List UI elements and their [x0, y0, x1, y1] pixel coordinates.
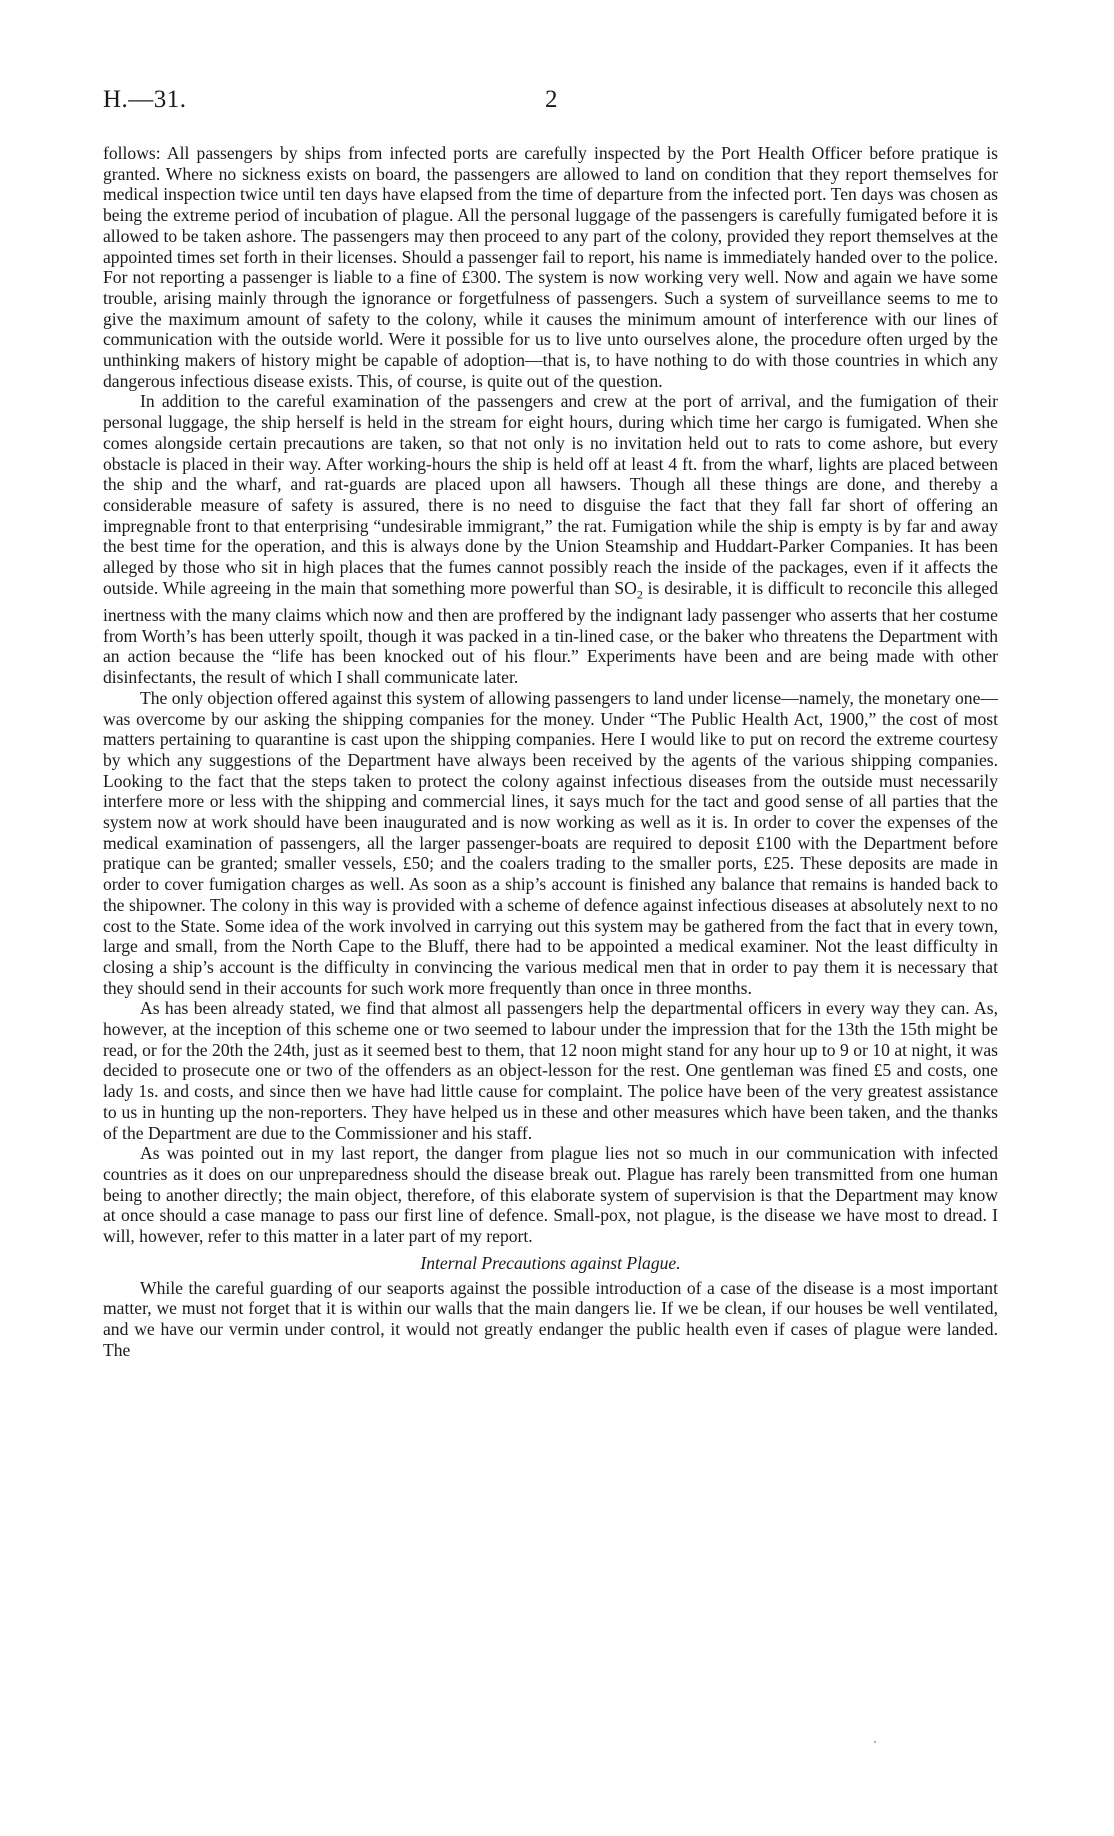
- so2-subscript: 2: [636, 587, 643, 602]
- page-header: [103, 86, 1011, 120]
- paragraph-ship-fumigation-part-1: In addition to the careful examination of the passengers and crew at the port of arrival, and the fumigation of their personal luggage, the ship herself is held in the stream for eight hours, during which time her cargo is fumigated. When she comes alongside certain precautions are taken, so that not only is no invitation held out to rats to come ashore, but every obstacle is placed in their way. After working-hours the ship is held off at least 4 ft. from the wharf, lights are placed between the ship and the wharf, and rat-guards are placed upon all hawsers. Though all these things are done, and thereby a considerable measure of safety is assured, there is no need to disguise the fact that they fall far short of offering an impregnable front to that enterprising “undesirable immigrant,” the rat. Fumigation while the ship is empty is by far and away the best time for the operation, and this is always done by the Union Steamship and Huddart-Parker Companies. It has been alleged by those who sit in high places that the fumes cannot possibly reach the inside of the packages, even if it affects the outside. While agreeing in the main that something more powerful than SO: [103, 391, 998, 598]
- document-reference: H.—31.: [103, 86, 187, 113]
- report-body: [103, 143, 998, 1361]
- paragraph-ship-fumigation-part-2: is desirable, it is difficult to reconcile this alleged inertness with the many claims which now and then are proffered by the indignant lady passenger who asserts that her costume from Worth’s has been utterly spoilt, though it was packed in a tin-lined case, or the baker who threatens the Department with an action because the “life has been knocked out of his flour.” Experiments have been and are being made with other disinfectants, the result of which I shall communicate later.: [103, 577, 998, 688]
- section-heading: Internal Precautions against Plague.: [420, 1252, 681, 1273]
- paragraph-continued: follows: All passengers by ships from infected ports are carefully inspected by the Port Health Officer before pratique is granted. Where no sickness exists on board, the passengers are allowed to land on condition that they report themselves for medical inspection twice until ten days have elapsed from the time of departure from the infected port. Ten days was chosen as being the extreme period of incubation of plague. All the personal luggage of the passengers is carefully fumigated before it is allowed to be taken ashore. The passengers may then proceed to any part of the colony, provided they report themselves at the appointed times set forth in their licenses. Should a passenger fail to report, his name is immediately handed over to the police. For not reporting a passenger is liable to a fine of £300. The system is now working very well. Now and again we have some trouble, arising mainly through the ignorance or forgetfulness of passengers. Such a system of surveillance seems to me to give the maximum amount of safety to the colony, while it causes the minimum amount of interference with our lines of communication with the outside world. Were it possible for us to live unto ourselves alone, the procedure often urged by the unthinking makers of history might be capable of adoption—that is, to have nothing to do with those countries in which any dangerous infectious disease exists. This, of course, is quite out of the question.: [103, 143, 998, 391]
- paragraph-monetary-objection: The only objection offered against this system of allowing passengers to land under license—namely, the monetary one—was overcome by our asking the shipping companies for the money. Under “The Public Health Act, 1900,” the cost of most matters pertaining to quarantine is cast upon the shipping companies. Here I would like to put on record the extreme courtesy by which any suggestions of the Department have always been received by the agents of the various shipping companies. Looking to the fact that the steps taken to protect the colony against infectious diseases from the outside must necessarily interfere more or less with the shipping and commercial lines, it says much for the tact and good sense of all parties that the system now at work should have been inaugurated and is now working as well as it is. In order to cover the expenses of the medical examination of passengers, all the larger passenger-boats are required to deposit £100 with the Department before pratique can be granted; smaller vessels, £50; and the coalers trading to the smaller ports, £25. These deposits are made in order to cover fumigation charges as well. As soon as a ship’s account is finished any balance that remains is handed back to the shipowner. The colony in this way is provided with a scheme of defence against infectious diseases at absolutely next to no cost to the State. Some idea of the work involved in carrying out this system may be gathered from the fact that in every town, large and small, from the North Cape to the Bluff, there had to be appointed a medical examiner. Not the least difficulty in closing a ship’s account is the difficulty in convincing the various medical men that in order to pay them it is necessary that they should send in their accounts for such work more frequently than once in three months.: [103, 687, 998, 998]
- paragraph-passenger-compliance: As has been already stated, we find that almost all passengers help the departmental officers in every way they can. As, however, at the inception of this scheme one or two seemed to labour under the impression that for the 13th the 15th might be read, or for the 20th the 24th, just as it seemed best to them, that 12 noon might stand for any hour up to 9 or 10 at night, it was decided to prosecute one or two of the offenders as an object-lesson for the rest. One gentleman was fined £5 and costs, one lady 1s. and costs, and since then we have had little cause for complaint. The police have been of the very greatest assistance to us in hunting up the non-reporters. They have helped us in these and other measures which have been taken, and the thanks of the Department are due to the Commissioner and his staff.: [103, 998, 998, 1143]
- paragraph-plague-danger: As was pointed out in my last report, the danger from plague lies not so much in our communication with infected countries as it does on our unpreparedness should the disease break out. Plague has rarely been transmitted from one human being to another directly; the main object, therefore, of this elaborate system of supervision is that the Department may know at once should a case manage to pass our first line of defence. Small-pox, not plague, is the disease we have most to dread. I will, however, refer to this matter in a later part of my report.: [103, 1143, 998, 1247]
- paragraph-ship-fumigation: [103, 391, 998, 687]
- paper-speck: [874, 1741, 876, 1743]
- page-number: 2: [545, 86, 558, 113]
- paragraph-internal-precautions: While the careful guarding of our seaports against the possible introduction of a case of the disease is a most important matter, we must not forget that it is within our walls that the main dangers lie. If we be clean, if our houses be well ventilated, and we have our vermin under control, it would not greatly endanger the public health even if cases of plague were landed. The: [103, 1277, 998, 1360]
